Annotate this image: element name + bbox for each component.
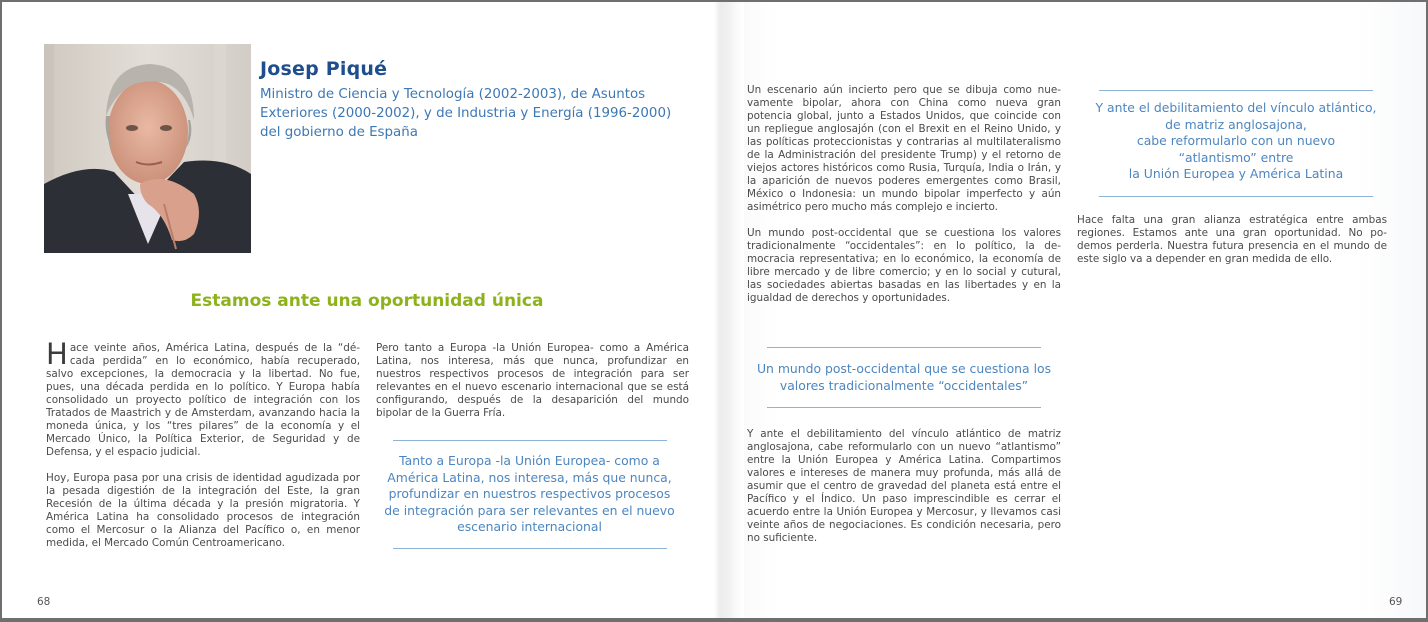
- drop-cap: H: [46, 337, 68, 371]
- quote-line: Y ante el debilitamiento del vínculo atlántico,: [1095, 100, 1377, 115]
- author-role: Ministro de Ciencia y Tecnología (2002-2003), de Asuntos Exteriores (2000-2002), y de Industria y Energía (1996-2000) del gobierno de España: [260, 87, 672, 140]
- page-number: 68: [37, 596, 51, 608]
- pull-quote-text: [1084, 91, 1388, 196]
- author-photo: [44, 44, 251, 253]
- paragraph: Hace falta una gran alianza estratégica entre ambas regiones. Estamos ante una gran oportunidad. No podemos perderla. Nuestra futura presencia en el mundo de este siglo va a depender en gran medida de ello.: [1077, 214, 1387, 265]
- book-spine: [714, 2, 744, 618]
- pull-quote: [1084, 90, 1388, 197]
- pull-quote-text: Un mundo post-occidental que se cuestiona los valores tradicionalmente “occidentales”: [756, 361, 1052, 393]
- right-column-1-continued: [747, 428, 1061, 558]
- article-heading: Estamos ante una oportunidad única: [190, 291, 544, 311]
- quote-line: la Unión Europea y América Latina: [1128, 166, 1344, 181]
- quote-rule-bottom: [767, 407, 1041, 408]
- left-column-1: [46, 337, 360, 563]
- quote-rule-bottom: [393, 548, 667, 549]
- paragraph: Pero tanto a Europa -la Unión Europea- como a América Latina, nos interesa, más que nunca, profundizar en nuestros respectivos procesos de integración para ser relevantes en el nuevo escenario internacional que se está configurando, después de la desaparición del mundo bipolar de la Guerra Fría.: [376, 342, 689, 419]
- paragraph: [46, 337, 360, 459]
- paragraph: Un mundo post-occidental que se cuestiona los valores tradicionalmente “occidentales”: en lo político, la democracia representativa; en lo económico, la economía de libre mercado y de libre comercio; y en lo social y cutural, las sociedades abiertas basadas en las libertades y en la igualdad de derechos y oportunidades.: [747, 227, 1061, 304]
- quote-line: de matriz anglosajona,: [1165, 116, 1307, 132]
- pull-quote: [747, 347, 1061, 408]
- pull-quote-text: Tanto a Europa -la Unión Europea- como a América Latina, nos interesa, más que nunca, profundizar en nuestros respectivos procesos de integración para ser relevantes en el nuevo escenario internacional: [384, 453, 675, 534]
- left-column-2: [376, 342, 689, 433]
- page-left: [2, 2, 718, 618]
- portrait-photo-icon: [44, 44, 251, 253]
- quote-rule-bottom: [1099, 196, 1373, 197]
- right-column-1: [747, 84, 1061, 318]
- pull-quote: [382, 440, 677, 549]
- right-column-2: [1077, 214, 1387, 279]
- author-name: Josep Piqué: [260, 58, 388, 80]
- paragraph: Hoy, Europa pasa por una crisis de identidad agudizada por la pesada digestión de la integración del Este, la gran Recesión de la última década y la presión migratoria. Y América Latina ha consolidado procesos de integración como el Mercosur o la Alianza del Pacífico o, en menor medida, el Mercado Común Centroamericano.: [46, 472, 360, 549]
- paragraph: Un escenario aún incierto pero que se dibuja como nuevamente bipolar, ahora con China como nueva gran potencia global, junto a Estados Unidos, que coincide con un repliegue anglosajón (con el Brexit en el Reino Unido, y las políticas proteccionistas y contrarias al multilateralismo de la Administración del presidente Trump) y el retorno de viejos actores históricos como Rusia, Turquía, India o Irán, y la aparición de nuevos poderes emergentes como Brasil, México o Indonesia: un mundo bipolar imperfecto y aún asimétrico pero mucho más complejo e incierto.: [747, 84, 1061, 213]
- paragraph: Y ante el debilitamiento del vínculo atlántico de matriz anglosajona, cabe reformularlo con un nuevo “atlantismo” entre la Unión Europea y América Latina. Compartimos valores e intereses de manera muy profunda, más allá de asumir que el centro de gravedad del planeta está entre el Pacífico y el Índico. Un paso imprescindible es cerrar el acuerdo entre la Unión Europea y Mercosur, y llevamos casi veinte años de negociaciones. Es condición necesaria, pero no suficiente.: [747, 428, 1061, 544]
- quote-line: cabe reformularlo con un nuevo: [1136, 133, 1336, 148]
- quote-line: “atlantismo” entre: [1178, 149, 1294, 165]
- paragraph-text: ace veinte años, América Latina, después de la “década perdida” en lo económico, había recuperado, salvo excepciones, la democracia y la libertad. No fue, pues, una década perdida en lo político. Y Europa había consolidado un proyecto político de integración con los Tratados de Maastrich y de Amsterdam, avanzando hacia la moneda única, y los “tres pilares” de la economía y el Mercado Único, la Política Exterior, de Seguridad y de Defensa, y el espacio judicial.: [46, 342, 360, 458]
- page-number: 69: [1389, 596, 1403, 608]
- book-spread: [2, 2, 1426, 618]
